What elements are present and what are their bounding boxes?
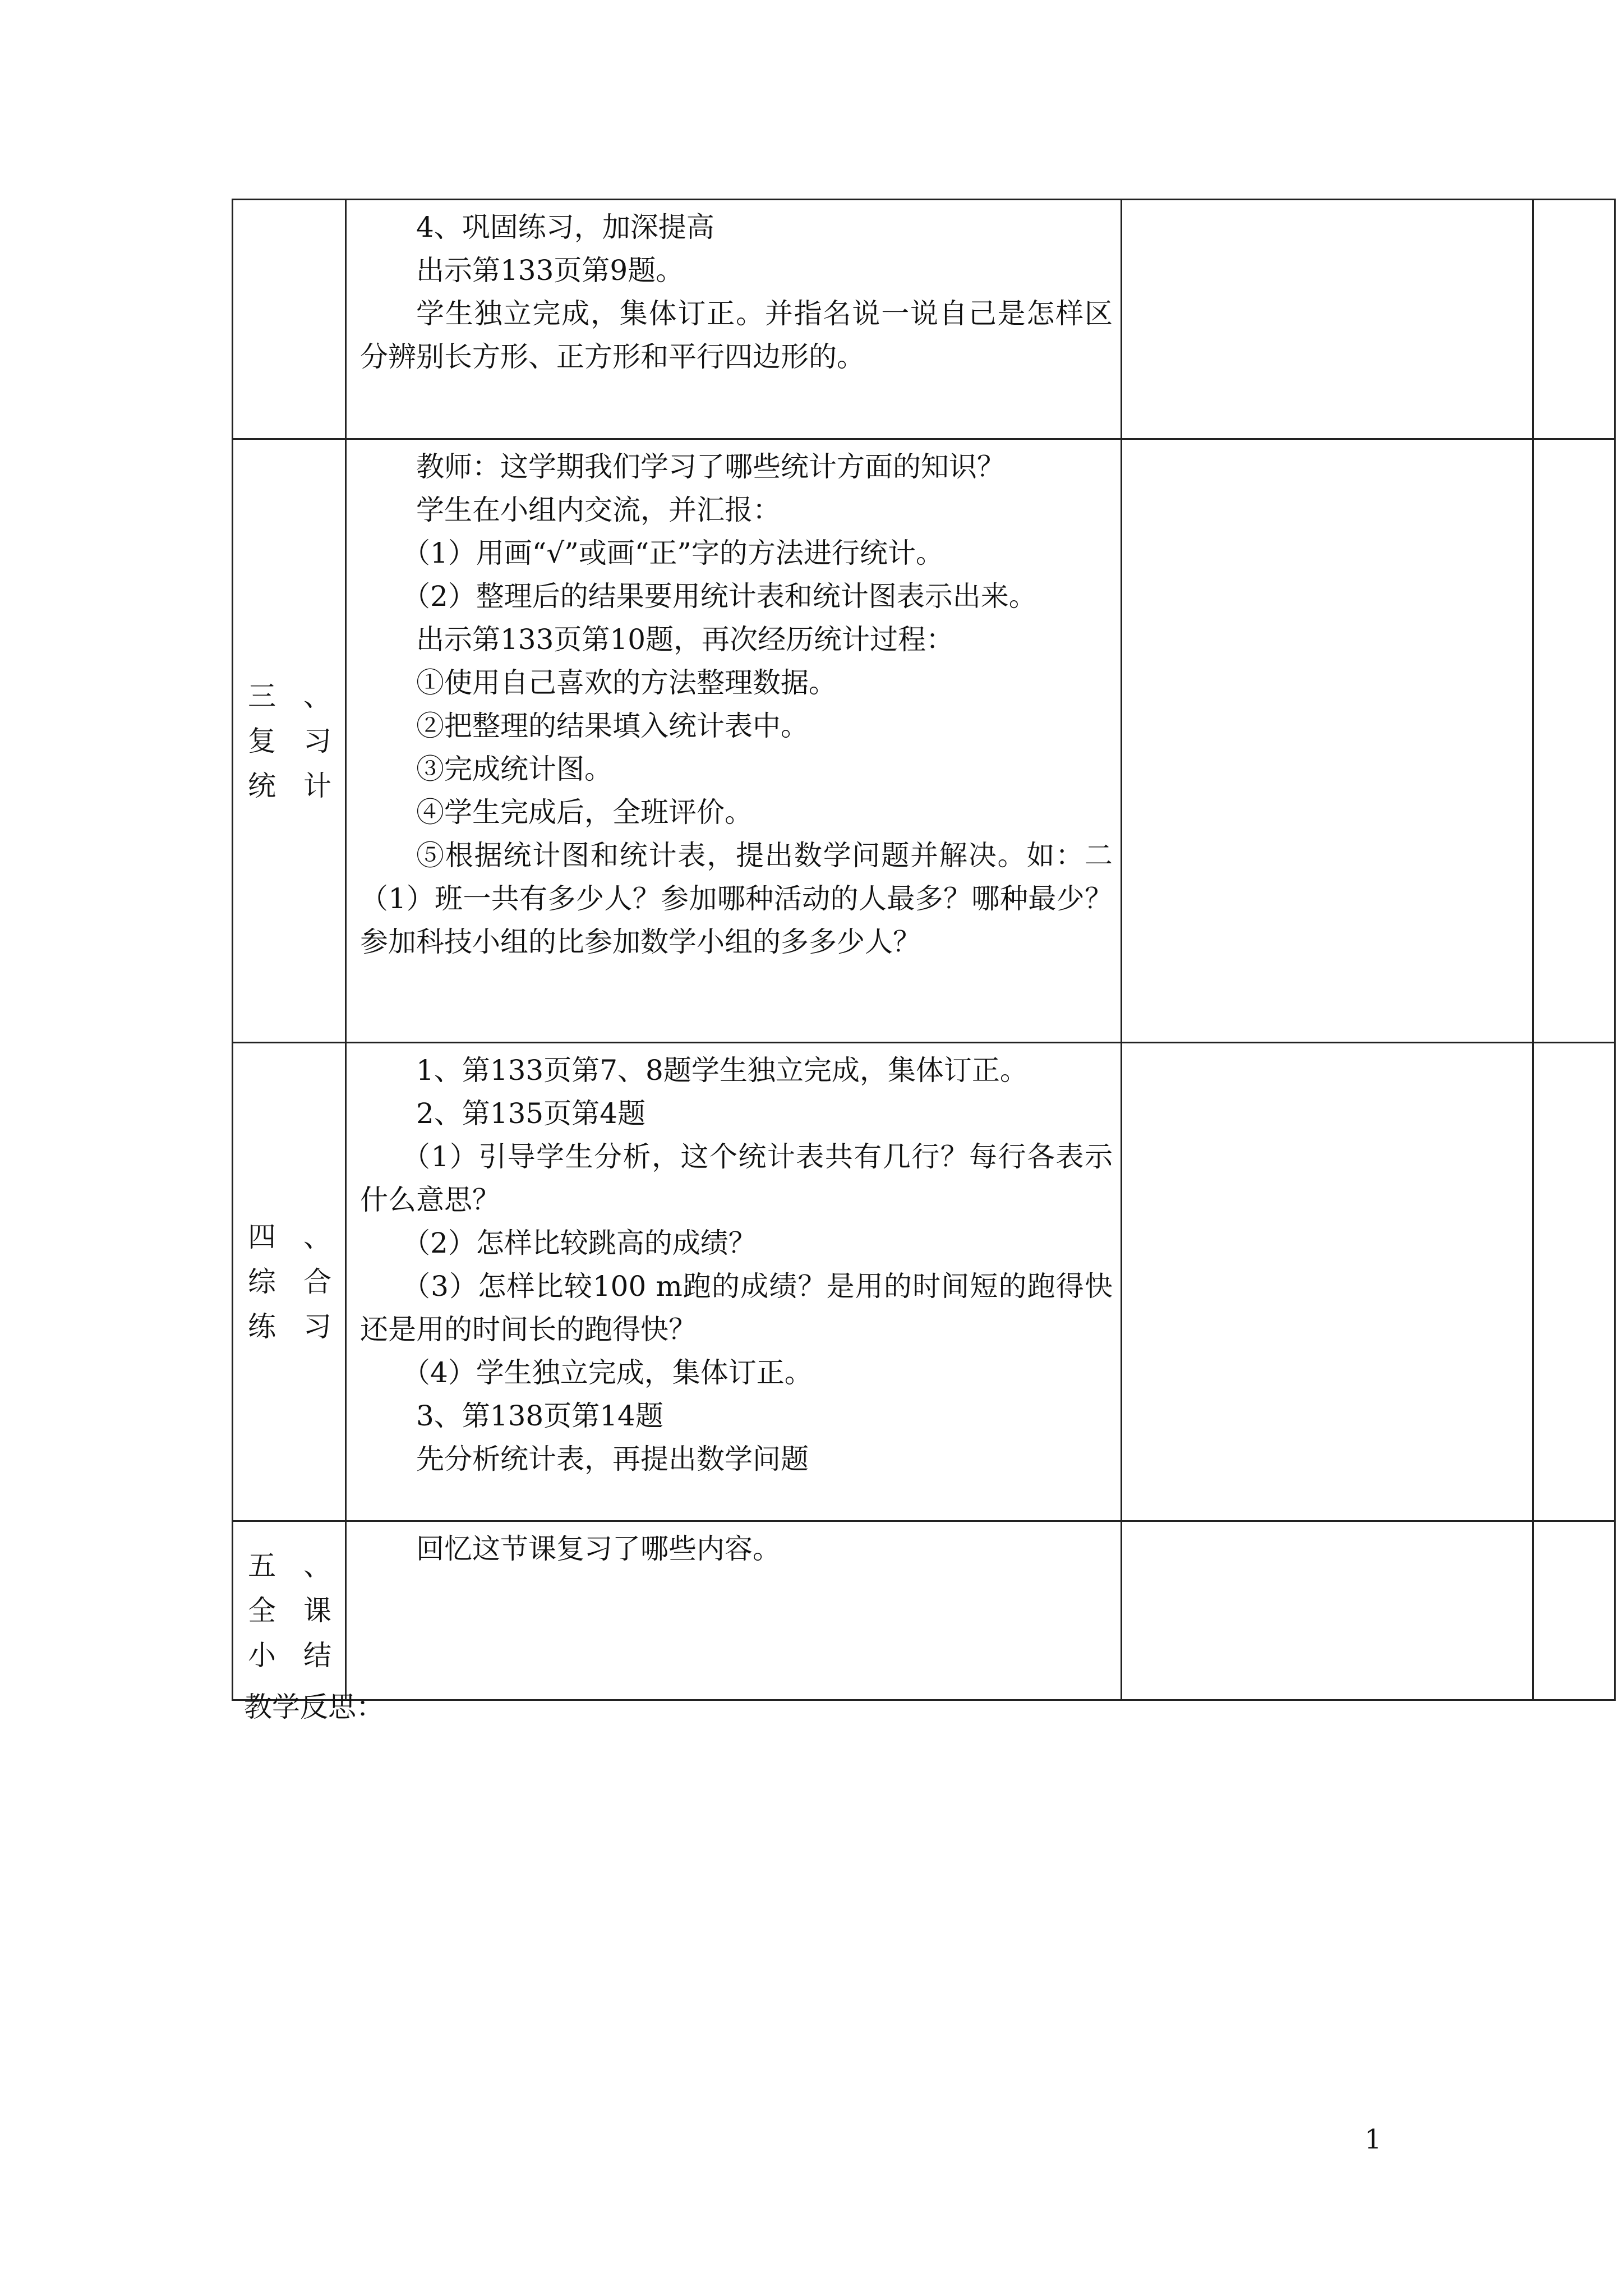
- table-row: [233, 200, 1615, 439]
- content-line: ①使用自己喜欢的方法整理数据。: [416, 666, 837, 699]
- table-row: [233, 439, 1615, 1043]
- content-line: （3）怎样比较100 m跑的成绩？是用的时间短的跑得快还是用的时间长的跑得快？: [360, 1270, 1113, 1346]
- content-line: 学生在小组内交流，并汇报：: [416, 494, 781, 526]
- stage-cell: [233, 1043, 346, 1521]
- content-line: ⑤根据统计图和统计表，提出数学问题并解决。如：二（1）班一共有多少人？参加哪种活动的人最多？哪种最少？参加科技小组的比参加数学小组的多多少人？: [360, 839, 1113, 958]
- content-line: （2）整理后的结果要用统计表和统计图表示出来。: [402, 580, 1037, 613]
- page-number: 1: [1364, 2124, 1382, 2155]
- table-row: [233, 1521, 1615, 1700]
- content-line: 出示第133页第10题，再次经历统计过程：: [416, 623, 955, 656]
- table-row: [233, 1043, 1615, 1521]
- lesson-plan-table: [232, 199, 1616, 1701]
- content-line: 学生独立完成，集体订正。并指名说一说自己是怎样区分辨别长方形、正方形和平行四边形的。: [360, 297, 1113, 373]
- blank-cell: [1533, 1043, 1615, 1521]
- blank-cell: [1122, 1521, 1533, 1700]
- stage-cell: [233, 200, 346, 439]
- content-cell: [346, 1043, 1122, 1521]
- content-line: ③完成统计图。: [416, 753, 612, 785]
- content-line: 4、巩固练习，加深提高: [416, 211, 714, 243]
- content-line: （2）怎样比较跳高的成绩？: [402, 1227, 757, 1259]
- stage-cell: [233, 439, 346, 1043]
- content-cell: [346, 200, 1122, 439]
- blank-cell: [1533, 200, 1615, 439]
- stage-cell: [233, 1521, 346, 1700]
- stage-label: 三、复习统计: [248, 679, 331, 802]
- content-line: 先分析统计表，再提出数学问题: [416, 1443, 809, 1475]
- stage-label: 五、全课小结: [248, 1549, 331, 1672]
- teaching-reflection-label: 教学反思：: [244, 1691, 384, 1723]
- content-line: （1）引导学生分析，这个统计表共有几行？每行各表示什么意思？: [360, 1140, 1113, 1216]
- content-line: ④学生完成后，全班评价。: [416, 796, 753, 829]
- content-line: 出示第133页第9题。: [416, 254, 684, 287]
- content-line: 回忆这节课复习了哪些内容。: [416, 1533, 781, 1565]
- blank-cell: [1122, 439, 1533, 1043]
- stage-label: 四、综合练习: [248, 1221, 331, 1343]
- content-line: （4）学生独立完成，集体订正。: [402, 1356, 813, 1389]
- content-cell: [346, 1521, 1122, 1700]
- content-line: 2、第135页第4题: [416, 1097, 646, 1130]
- content-line: 1、第133页第7、8题学生独立完成，集体订正。: [416, 1054, 1028, 1087]
- content-line: 3、第138页第14题: [416, 1400, 663, 1432]
- blank-cell: [1533, 439, 1615, 1043]
- content-line: （1）用画“√”或画“正”字的方法进行统计。: [402, 537, 944, 569]
- content-cell: [346, 439, 1122, 1043]
- blank-cell: [1122, 1043, 1533, 1521]
- blank-cell: [1533, 1521, 1615, 1700]
- content-line: ②把整理的结果填入统计表中。: [416, 710, 809, 742]
- blank-cell: [1122, 200, 1533, 439]
- content-line: 教师：这学期我们学习了哪些统计方面的知识？: [416, 450, 1005, 483]
